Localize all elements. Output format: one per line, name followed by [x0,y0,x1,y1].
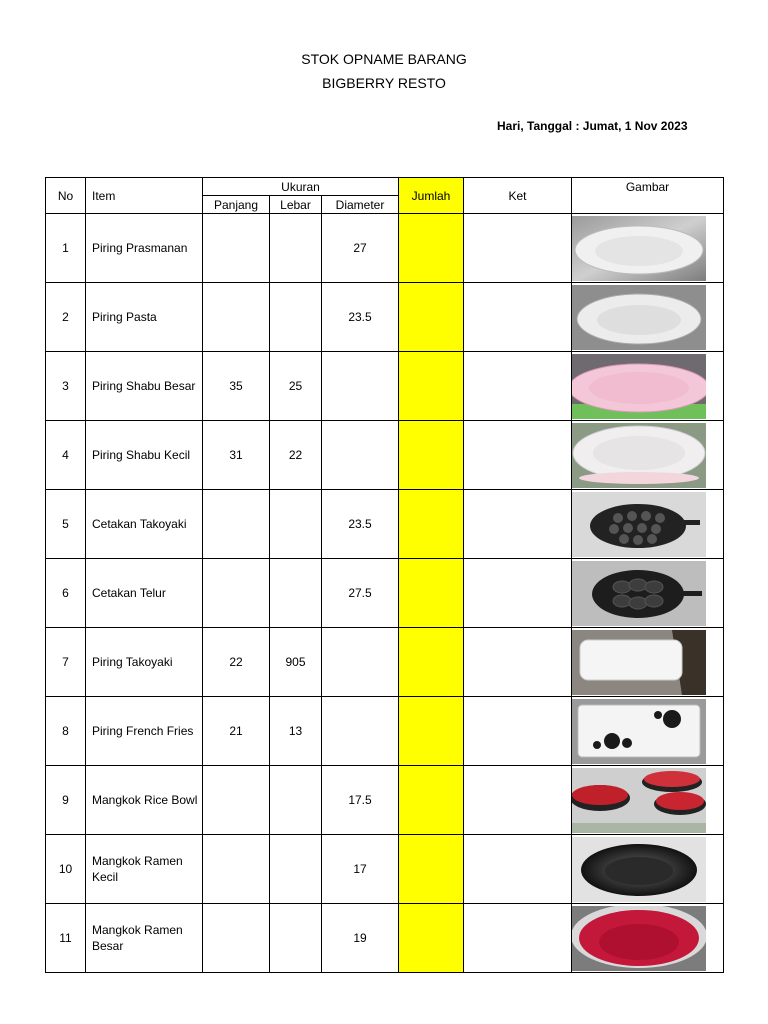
cell-lebar: 25 [270,352,322,421]
cell-ket [464,214,572,283]
cell-item [86,214,203,283]
header-jumlah: Jumlah [399,178,464,214]
item-label: Cetakan Telur [92,586,166,600]
cell-panjang: 22 [203,628,270,697]
cell-jumlah [399,904,464,973]
cell-diameter [322,421,399,490]
cell-panjang: 35 [203,352,270,421]
white-round-plate-image [572,216,706,281]
cell-lebar: 905 [270,628,322,697]
cell-lebar [270,559,322,628]
header-no: No [46,178,86,214]
table-row [46,766,724,835]
cell-diameter: 23.5 [322,283,399,352]
cell-gambar [572,904,724,973]
table-row [46,490,724,559]
table-row [46,904,724,973]
table-row [46,283,724,352]
cell-ket [464,628,572,697]
cell-lebar [270,904,322,973]
white-oval-plate-image [572,285,706,350]
black-bowl-image [572,837,706,902]
header-panjang: Panjang [203,196,270,214]
cell-diameter [322,697,399,766]
white-rect-plate-image [572,630,706,695]
cell-ket [464,421,572,490]
cell-item [86,421,203,490]
cell-diameter: 27 [322,214,399,283]
cell-panjang [203,766,270,835]
table-body [46,214,724,973]
cell-gambar [572,490,724,559]
item-label: Piring Prasmanan [92,241,188,255]
cell-gambar [572,766,724,835]
cell-jumlah [399,766,464,835]
cell-item [86,490,203,559]
cell-panjang [203,904,270,973]
cell-ket [464,283,572,352]
pink-oval-plate-image [572,354,706,419]
table-row [46,421,724,490]
takoyaki-pan-image [572,492,706,557]
item-label: Piring Shabu Besar [92,379,196,393]
cell-diameter: 27.5 [322,559,399,628]
cell-no: 7 [46,628,86,697]
cell-lebar: 22 [270,421,322,490]
table-row [46,352,724,421]
cell-lebar [270,490,322,559]
table-row [46,835,724,904]
cell-no: 4 [46,421,86,490]
cell-item [86,904,203,973]
header-lebar: Lebar [270,196,322,214]
cell-gambar [572,697,724,766]
cell-diameter: 17 [322,835,399,904]
header-ket: Ket [464,178,572,214]
cell-item [86,352,203,421]
egg-pan-image [572,561,706,626]
cell-jumlah [399,559,464,628]
cell-gambar [572,283,724,352]
cell-gambar [572,628,724,697]
cell-panjang: 31 [203,421,270,490]
cell-ket [464,697,572,766]
cell-panjang [203,490,270,559]
cell-item [86,766,203,835]
red-bowl-large-image [572,906,706,971]
cell-gambar [572,214,724,283]
header-ukuran: Ukuran [203,178,399,196]
cell-jumlah [399,283,464,352]
cell-panjang [203,283,270,352]
cell-item [86,835,203,904]
cell-panjang [203,835,270,904]
cell-lebar [270,283,322,352]
cell-ket [464,835,572,904]
header-gambar: Gambar [572,178,724,214]
item-label: Piring Takoyaki [92,655,173,669]
header-diameter: Diameter [322,196,399,214]
table-row [46,214,724,283]
cell-lebar: 13 [270,697,322,766]
cell-jumlah [399,490,464,559]
cell-ket [464,352,572,421]
page-title: STOK OPNAME BARANG [301,51,467,67]
cell-panjang: 21 [203,697,270,766]
cell-gambar [572,421,724,490]
cell-diameter [322,628,399,697]
table-row [46,697,724,766]
patterned-rect-plate-image [572,699,706,764]
cell-no: 1 [46,214,86,283]
cell-jumlah [399,352,464,421]
cell-no: 3 [46,352,86,421]
page-subtitle: BIGBERRY RESTO [322,75,446,91]
date-label: Hari, Tanggal : Jumat, 1 Nov 2023 [497,119,688,133]
cell-ket [464,904,572,973]
cell-jumlah [399,628,464,697]
stock-table [45,177,724,973]
cell-lebar [270,835,322,904]
cell-gambar [572,835,724,904]
cell-diameter: 17.5 [322,766,399,835]
cell-diameter: 23.5 [322,490,399,559]
cell-no: 9 [46,766,86,835]
item-label: Piring Shabu Kecil [92,448,191,462]
table-row [46,559,724,628]
table-row [46,628,724,697]
cell-jumlah [399,697,464,766]
cell-no: 10 [46,835,86,904]
cell-panjang [203,559,270,628]
cell-item [86,283,203,352]
cell-no: 6 [46,559,86,628]
cell-gambar [572,352,724,421]
cell-no: 8 [46,697,86,766]
item-label: Mangkok Ramen Besar [92,923,183,953]
cell-item [86,697,203,766]
cell-no: 11 [46,904,86,973]
item-label: Piring Pasta [92,310,157,324]
cell-diameter [322,352,399,421]
item-label: Mangkok Rice Bowl [92,793,198,807]
item-label: Piring French Fries [92,724,194,738]
header-item: Item [86,178,203,214]
cell-gambar [572,559,724,628]
cell-panjang [203,214,270,283]
cell-item [86,559,203,628]
red-bowls-image [572,768,706,833]
cell-jumlah [399,214,464,283]
cell-jumlah [399,835,464,904]
cell-ket [464,490,572,559]
cell-lebar [270,214,322,283]
item-label: Cetakan Takoyaki [92,517,187,531]
cell-diameter: 19 [322,904,399,973]
white-oval-plate-small-image [572,423,706,488]
cell-lebar [270,766,322,835]
cell-ket [464,559,572,628]
cell-no: 5 [46,490,86,559]
cell-item [86,628,203,697]
item-label: Mangkok Ramen Kecil [92,854,183,884]
cell-ket [464,766,572,835]
cell-jumlah [399,421,464,490]
cell-no: 2 [46,283,86,352]
